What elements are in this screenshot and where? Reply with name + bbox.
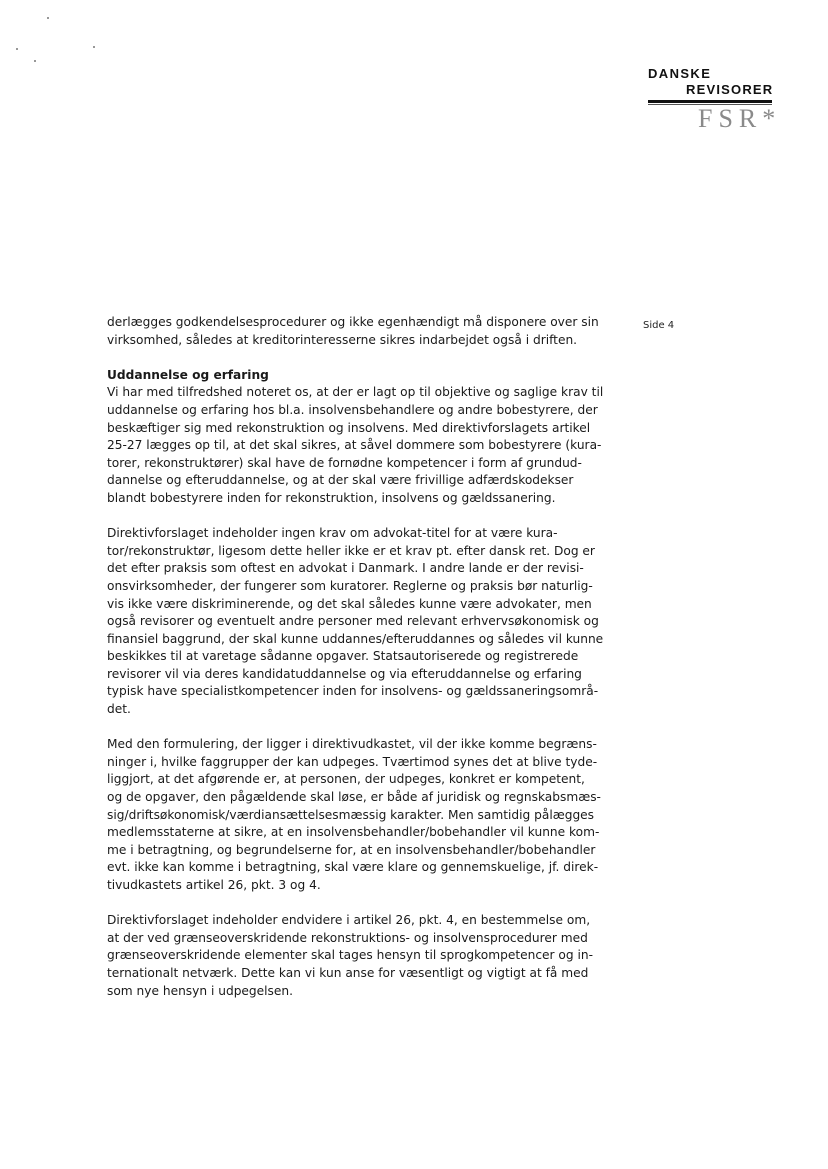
logo-line-revisorer: REVISORER [686,82,774,97]
text-line: typisk have specialistkompetencer inden for insolvens- og gældssaneringsområ- [107,684,599,699]
text-line: beskæftiger sig med rekonstruktion og insolvens. Med direktivforslagets artikel [107,420,591,435]
page-number: Side 4 [643,320,675,331]
text-line: Vi har med tilfredshed noteret os, at der er lagt op til objektive og saglige krav til [107,385,604,400]
text-line: torer, rekonstruktører) skal have de fornødne kompetencer i form af grundud- [107,455,582,470]
text-line: Direktivforslaget indeholder ingen krav om advokat-titel for at være kura- [107,526,558,541]
scan-speck [47,17,49,19]
text-line: ninger i, hvilke faggrupper der kan udpeges. Tværtimod synes det at blive tyde- [107,754,598,769]
logo-rule [648,100,772,103]
text-line: Direktivforslaget indeholder endvidere i artikel 26, pkt. 4, en bestemmelse om, [107,913,591,928]
document-body [107,314,607,1018]
text-line: også revisorer og eventuelt andre personer med relevant erhvervsøkonomisk og [107,614,599,629]
text-line: sig/driftsøkonomisk/værdiansættelsesmæssig karakter. Men samtidig pålægges [107,807,595,822]
text-line: dannelse og efteruddannelse, og at der skal være frivillige adfærdskodekser [107,473,574,488]
section-heading: Uddannelse og erfaring [107,367,269,382]
text-line: virksomhed, således at kreditorinteresserne sikres indarbejdet også i driften. [107,332,578,347]
text-line: som nye hensyn i udpegelsen. [107,983,293,998]
scan-speck [16,48,18,50]
paragraph-2 [107,525,607,719]
text-line: Med den formulering, der ligger i direktivudkastet, vil der ikke komme begræns- [107,737,597,752]
text-line: og de opgaver, den pågældende skal løse, er både af juridisk og regnskabsmæs- [107,790,601,805]
text-line: at der ved grænseoverskridende rekonstruktions- og insolvensprocedurer med [107,930,588,945]
text-line: grænseoverskridende elementer skal tages hensyn til sprogkompetencer og in- [107,948,593,963]
text-line: ternationalt netværk. Dette kan vi kun anse for væsentligt og vigtigt at få med [107,965,589,980]
text-line: det efter praksis som oftest en advokat i Danmark. I andre lande er der revisi- [107,561,584,576]
paragraph-3 [107,736,607,894]
text-line: beskikkes til at varetage sådanne opgaver. Statsautoriserede og registrerede [107,649,579,664]
scan-speck [93,46,95,48]
text-line: revisorer vil via deres kandidatuddannelse og via efteruddannelse og erfaring [107,666,582,681]
text-line: uddannelse og erfaring hos bl.a. insolvensbehandlere og andre bobestyrere, der [107,402,598,417]
text-line: liggjort, at det afgørende er, at personen, der udpeges, konkret er kompetent, [107,772,585,787]
fsr-logo [646,66,782,138]
text-line: blandt bobestyrere inden for rekonstruktion, insolvens og gældssanering. [107,490,556,505]
text-line: vis ikke være diskriminerende, og det skal således kunne være advokater, men [107,596,592,611]
paragraph-4 [107,912,607,1000]
scan-speck [34,60,36,62]
text-line: tivudkastets artikel 26, pkt. 3 og 4. [107,878,321,892]
logo-line-danske: DANSKE [648,66,712,81]
text-line: evt. ikke kan komme i betragtning, skal være klare og gennemskuelige, jf. direk- [107,860,599,875]
text-line: me i betragtning, og begrundelserne for, at en insolvensbehandler/bobehandler [107,842,596,857]
text-line: det. [107,702,131,717]
intro-paragraph [107,314,607,349]
logo-mark: FSR* [698,104,782,133]
text-line: medlemsstaterne at sikre, at en insolvensbehandler/bobehandler vil kunne kom- [107,825,600,840]
text-line: 25-27 lægges op til, at det skal sikres, at såvel dommere som bobestyrere (kura- [107,438,602,453]
text-line: derlægges godkendelsesprocedurer og ikke egenhændigt må disponere over sin [107,315,599,329]
paragraph-1 [107,384,607,507]
text-line: finansiel baggrund, der skal kunne uddannes/efteruddannes og således vil kunne [107,631,604,646]
text-line: tor/rekonstruktør, ligesom dette heller ikke er et krav pt. efter dansk ret. Dog er [107,543,595,558]
text-line: onsvirksomheder, der fungerer som kuratorer. Reglerne og praksis bør naturlig- [107,578,593,593]
